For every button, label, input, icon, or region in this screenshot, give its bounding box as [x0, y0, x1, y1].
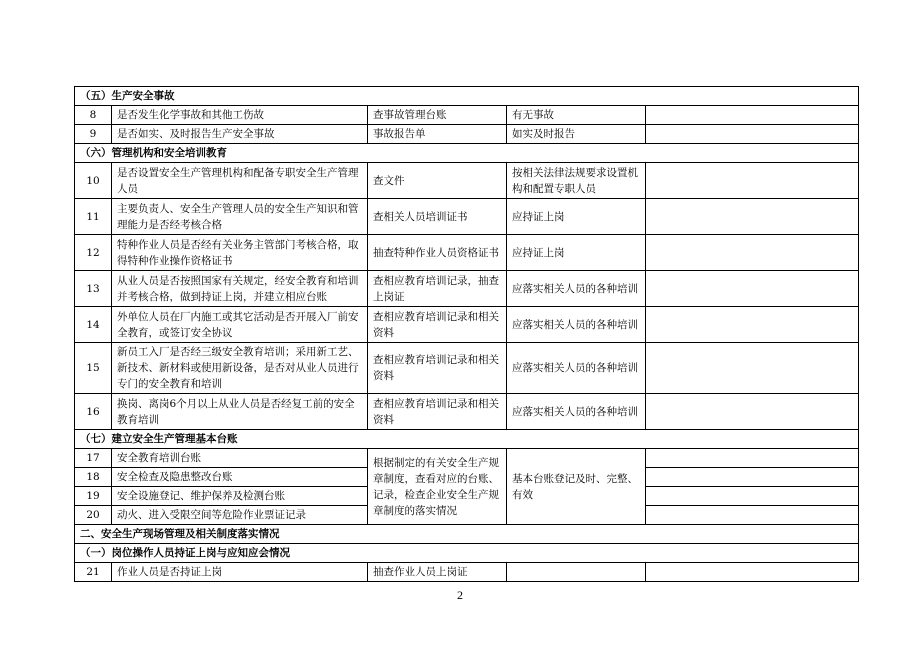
- page-number: 2: [457, 588, 463, 602]
- result-cell: [646, 125, 859, 144]
- section-header: [75, 87, 859, 106]
- table-row: [75, 106, 859, 125]
- row-number: 9: [75, 125, 112, 144]
- check-item: 是否设置安全生产管理机构和配备专职安全生产管理人员: [112, 163, 368, 199]
- part-title: 二、安全生产现场管理及相关制度落实情况: [75, 525, 859, 544]
- table-row: [75, 199, 859, 235]
- section-title: （一）岗位操作人员持证上岗与应知应会情况: [75, 544, 859, 563]
- check-method: 查相应教育培训记录和相关资料: [368, 307, 507, 343]
- result-cell: [646, 506, 859, 525]
- check-method: 抽查特种作业人员资格证书: [368, 235, 507, 271]
- row-number: 18: [75, 468, 112, 487]
- row-number: 19: [75, 487, 112, 506]
- row-number: 13: [75, 271, 112, 307]
- table-row: [75, 163, 859, 199]
- check-item: 动火、进入受限空间等危险作业票证记录: [112, 506, 368, 525]
- table-row: [75, 563, 859, 582]
- check-standard: 应落实相关人员的各种培训: [507, 271, 646, 307]
- section-title: （六）管理机构和安全培训教育: [75, 144, 859, 163]
- table-row: [75, 125, 859, 144]
- check-standard: 应持证上岗: [507, 235, 646, 271]
- check-method: 查相关人员培训证书: [368, 199, 507, 235]
- row-number: 8: [75, 106, 112, 125]
- row-number: 11: [75, 199, 112, 235]
- row-number: 17: [75, 449, 112, 468]
- check-item: 安全检查及隐患整改台账: [112, 468, 368, 487]
- check-item: 是否发生化学事故和其他工伤故: [112, 106, 368, 125]
- check-item: 特种作业人员是否经有关业务主管部门考核合格，取得特种作业操作资格证书: [112, 235, 368, 271]
- row-number: 12: [75, 235, 112, 271]
- result-cell: [646, 163, 859, 199]
- check-standard: 按相关法律法规要求设置机构和配置专职人员: [507, 163, 646, 199]
- check-item: 换岗、离岗6个月以上从业人员是否经复工前的安全教育培训: [112, 394, 368, 430]
- check-method: 查文件: [368, 163, 507, 199]
- result-cell: [646, 449, 859, 468]
- check-standard: 有无事故: [507, 106, 646, 125]
- result-cell: [646, 343, 859, 394]
- section-header: [75, 544, 859, 563]
- table-row: [75, 449, 859, 468]
- row-number: 10: [75, 163, 112, 199]
- section-header: [75, 144, 859, 163]
- check-method: 根据制定的有关安全生产规章制度，查看对应的台账、记录，检查企业安全生产规章制度的落实情况: [368, 449, 507, 525]
- section-header: [75, 430, 859, 449]
- check-method: 事故报告单: [368, 125, 507, 144]
- result-cell: [646, 563, 859, 582]
- check-standard: 如实及时报告: [507, 125, 646, 144]
- check-item: 主要负责人、安全生产管理人员的安全生产知识和管理能力是否经考核合格: [112, 199, 368, 235]
- check-standard: 基本台账登记及时、完整、有效: [507, 449, 646, 525]
- check-method: 查事故管理台账: [368, 106, 507, 125]
- check-item: 新员工入厂是否经三级安全教育培训；采用新工艺、新技术、新材料或使用新设备，是否对从业人员进行专门的安全教育和培训: [112, 343, 368, 394]
- row-number: 14: [75, 307, 112, 343]
- check-item: 安全设施登记、维护保养及检测台账: [112, 487, 368, 506]
- check-item: 外单位人员在厂内施工或其它活动是否开展入厂前安全教育，或签订安全协议: [112, 307, 368, 343]
- check-standard: 应落实相关人员的各种培训: [507, 343, 646, 394]
- result-cell: [646, 271, 859, 307]
- table-row: [75, 343, 859, 394]
- row-number: 15: [75, 343, 112, 394]
- check-standard: [507, 563, 646, 582]
- check-item: 安全教育培训台账: [112, 449, 368, 468]
- check-standard: 应落实相关人员的各种培训: [507, 307, 646, 343]
- check-method: 抽查作业人员上岗证: [368, 563, 507, 582]
- table-row: [75, 394, 859, 430]
- table-row: [75, 307, 859, 343]
- check-item: 作业人员是否持证上岗: [112, 563, 368, 582]
- check-method: 查相应教育培训记录和相关资料: [368, 394, 507, 430]
- row-number: 16: [75, 394, 112, 430]
- inspection-table: [74, 86, 859, 582]
- part-header: [75, 525, 859, 544]
- check-standard: 应持证上岗: [507, 199, 646, 235]
- check-method: 查相应教育培训记录，抽查上岗证: [368, 271, 507, 307]
- check-item: 是否如实、及时报告生产安全事故: [112, 125, 368, 144]
- check-item: 从业人员是否按照国家有关规定，经安全教育和培训并考核合格，做到持证上岗，并建立相应台账: [112, 271, 368, 307]
- result-cell: [646, 394, 859, 430]
- table-row: [75, 271, 859, 307]
- result-cell: [646, 235, 859, 271]
- result-cell: [646, 199, 859, 235]
- section-title: （五）生产安全事故: [75, 87, 859, 106]
- row-number: 20: [75, 506, 112, 525]
- result-cell: [646, 487, 859, 506]
- section-title: （七）建立安全生产管理基本台账: [75, 430, 859, 449]
- result-cell: [646, 468, 859, 487]
- table-row: [75, 235, 859, 271]
- result-cell: [646, 106, 859, 125]
- check-method: 查相应教育培训记录和相关资料: [368, 343, 507, 394]
- row-number: 21: [75, 563, 112, 582]
- result-cell: [646, 307, 859, 343]
- check-standard: 应落实相关人员的各种培训: [507, 394, 646, 430]
